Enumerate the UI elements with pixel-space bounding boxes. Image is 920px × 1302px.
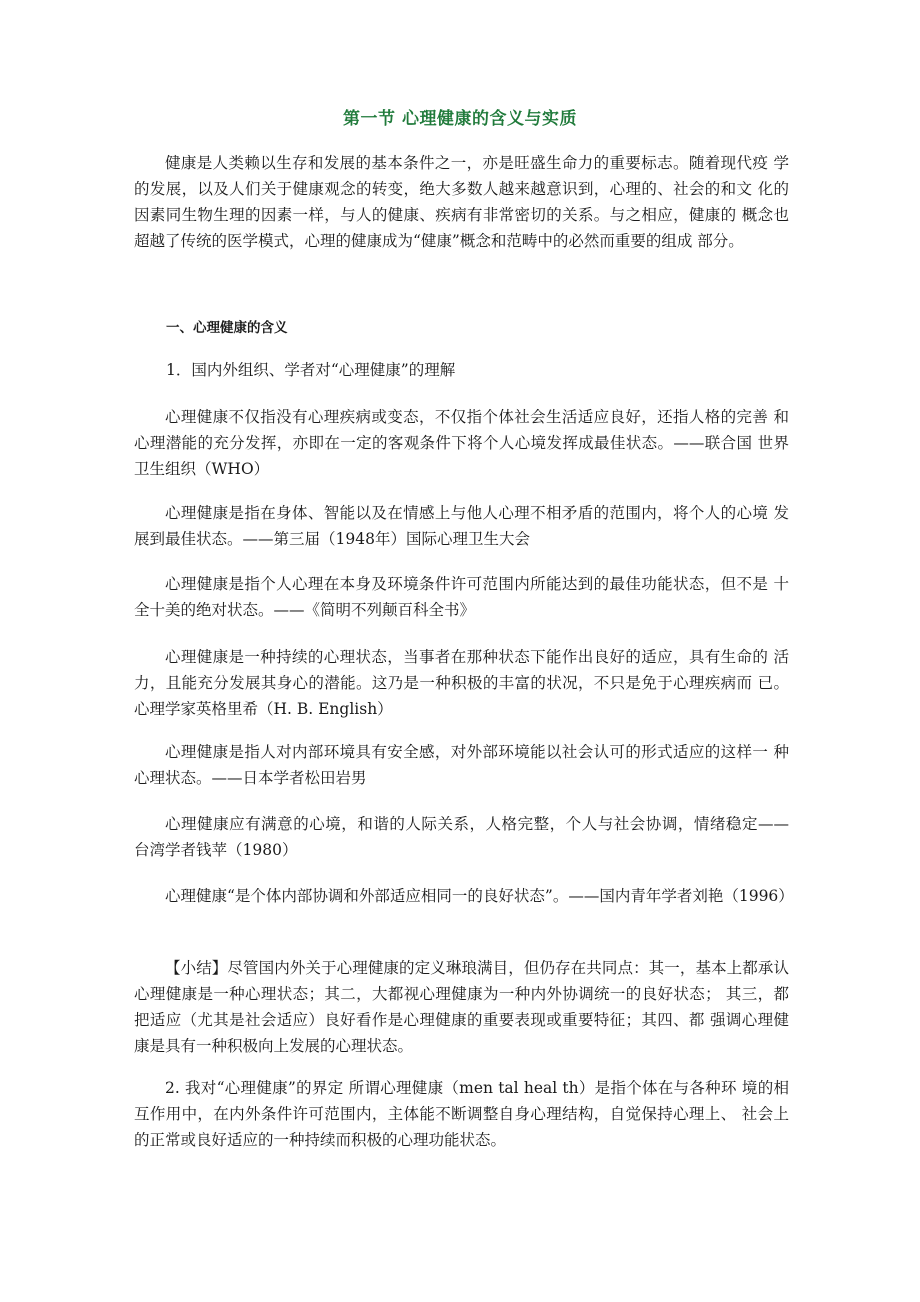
- definition-paragraph: 心理健康是指个人心理在本身及环境条件许可范围内所能达到的最佳功能状态，但不是 十全十美的绝对状态。——《简明不列颠百科全书》: [134, 575, 789, 619]
- summary-paragraph: 【小结】尽管国内外关于心理健康的定义琳琅满目，但仍存在共同点：其一，基本上都承认心理健康是一种心理状态；其二，大都视心理健康为一种内外协调统一的良好状态； 其三，都把适应（尤其是社会适应）良好看作是心理健康的重要表现或重要特征；其四、都 强调心理健康是具有一种积极向上发展的心理状态。: [134, 959, 789, 1055]
- definition-paragraph: 心理健康是指在身体、智能以及在情感上与他人心理不相矛盾的范围内，将个人的心境 发展到最佳状态。——第三届（1948年）国际心理卫生大会: [134, 504, 789, 548]
- intro-paragraph: 健康是人类赖以生存和发展的基本条件之一，亦是旺盛生命力的重要标志。随着现代疫 学的发展，以及人们关于健康观念的转变，绝大多数人越来越意识到，心理的、社会的和文 化的因素同生物生理的因素一样，与人的健康、疾病有非常密切的关系。与之相应，健康的 概念也超越了传统的医学模式，心理的健康成为“健康”概念和范畴中的必然而重要的组成 部分。: [134, 154, 789, 250]
- definition-paragraph: 2. 我对“心理健康”的界定 所谓心理健康（men tal heal th）是指个体在与各种环 境的相互作用中，在内外条件许可范围内，主体能不断调整自身心理结构，自觉保持心理上、 社会上的正常或良好适应的一种持续而积极的心理功能状态。: [134, 1079, 789, 1149]
- definition-paragraph: 心理健康是一种持续的心理状态，当事者在那种状态下能作出良好的适应，具有生命的 活力，且能充分发展其身心的潜能。这乃是一种积极的丰富的状况，不只是免于心理疾病而 已。 心理学家英格里希（H. B. English）: [134, 648, 789, 718]
- definition-paragraph: 心理健康是指人对内部环境具有安全感，对外部环境能以社会认可的形式适应的这样一 种心理状态。——日本学者松田岩男: [134, 743, 789, 787]
- section-heading: 一、心理健康的含义: [166, 320, 288, 336]
- definition-paragraph: 心理健康不仅指没有心理疾病或变态，不仅指个体社会生活适应良好，还指人格的完善 和心理潜能的充分发挥，亦即在一定的客观条件下将个人心境发挥成最佳状态。——联合国 世界卫生组织（WHO）: [134, 408, 789, 478]
- definition-paragraph: 心理健康“是个体内部协调和外部适应相同一的良好状态”。——国内青年学者刘艳（1996）: [165, 887, 794, 905]
- subsection-heading: 1．国内外组织、学者对“心理健康”的理解: [166, 361, 456, 379]
- definition-paragraph: 心理健康应有满意的心境，和谐的人际关系，人格完整，个人与社会协调，情绪稳定—— 台湾学者钱苹（1980）: [134, 815, 789, 859]
- page-title: 第一节 心理健康的含义与实质: [343, 109, 577, 129]
